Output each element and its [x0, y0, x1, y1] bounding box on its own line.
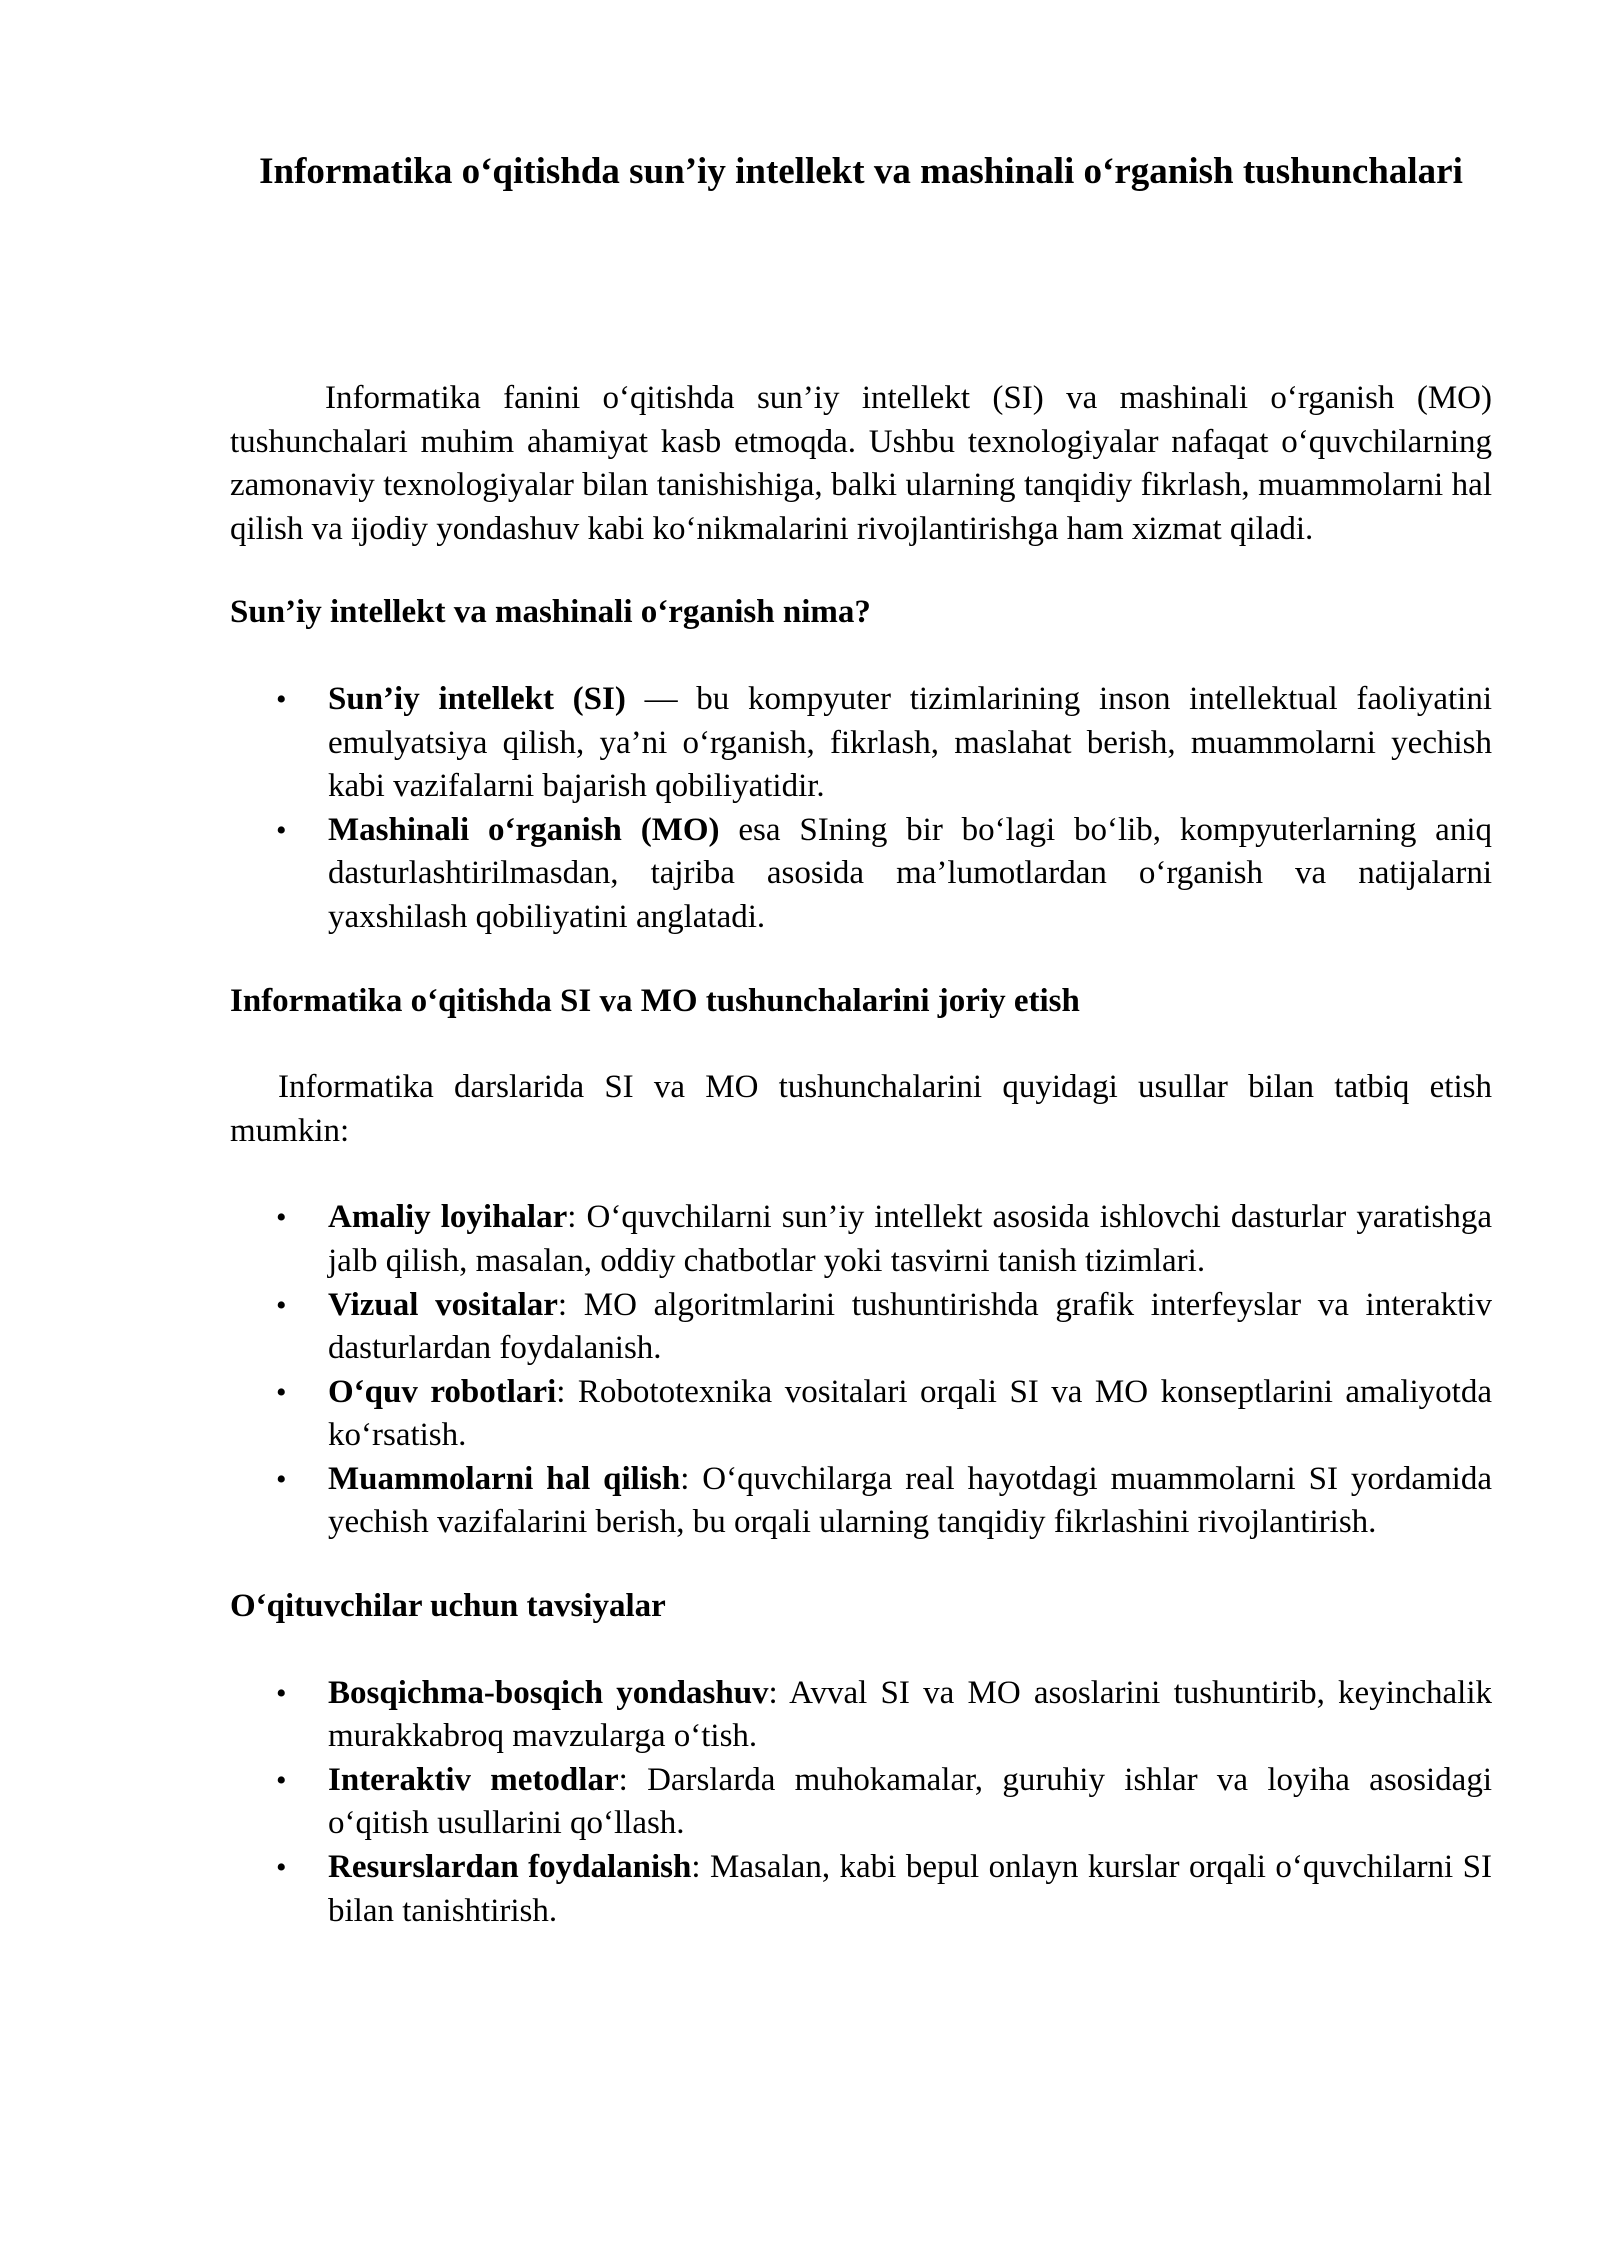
section-intro-paragraph: Informatika darslarida SI va MO tushunchalarini quyidagi usullar bilan tatbiq etish mumkin: [230, 1069, 1492, 1149]
list-item-text: esa SIning bir bo‘lagi bo‘lib, kompyuterlarning aniq dasturlashtirilmasdan, tajriba asosida ma’lumotlardan o‘rganish va natijalarni yaxshilash qobiliyatini anglatadi. [328, 811, 1492, 935]
list-item-text: : MO algoritmlarini tushuntirishda grafik interfeyslar va interaktiv dasturlardan foydalanish. [328, 1286, 1492, 1367]
list-item-term: Vizual vositalar [328, 1286, 558, 1323]
list-item-term: Muammolarni hal qilish [328, 1460, 681, 1497]
list-item-text: : Darslarda muhokamalar, guruhiy ishlar va loyiha asosidagi o‘qitish usullarini qo‘llash. [328, 1761, 1492, 1842]
document-title: Informatika o‘qitishda sun’iy intellekt va mashinali o‘rganish tushunchalari [259, 151, 1463, 192]
document-body [230, 377, 1492, 1933]
list-item-term: Interaktiv metodlar [328, 1761, 619, 1798]
list-item [230, 1196, 1492, 1283]
list-item-term: Sun’iy intellekt (SI) [328, 680, 626, 717]
definitions-list [230, 678, 1492, 940]
bullet-icon: • [276, 1201, 287, 1235]
list-item-term: Mashinali o‘rganish (MO) [328, 811, 720, 848]
methods-list [230, 1196, 1492, 1545]
list-item-term: O‘quv robotlari [328, 1373, 557, 1410]
list-item-text: : O‘quvchilarni sun’iy intellekt asosida ishlovchi dasturlar yaratishga jalb qilish, masalan, oddiy chatbotlar yoki tasvirni tanish tizimlari. [328, 1199, 1492, 1279]
list-item-text: : Masalan, kabi bepul onlayn kurslar orqali o‘quvchilarni SI bilan tanishtirish. [328, 1849, 1493, 1929]
bullet-icon: • [276, 1851, 287, 1885]
list-item-text: : Robototexnika vositalari orqali SI va MO konseptlarini amaliyotda ko‘rsatish. [328, 1373, 1492, 1454]
bullet-icon: • [276, 1288, 287, 1322]
intro-paragraph: Informatika fanini o‘qitishda sun’iy intellekt (SI) va mashinali o‘rganish (MO) tushunchalari muhim ahamiyat kasb etmoqda. Ushbu texnologiyalar nafaqat o‘quvchilarning zamonaviy texnologiyalar bilan tanishishiga, balki ularning tanqidiy fikrlash, muammolarni hal qilish va ijodiy yondashuv kabi ko‘nikmalarini rivojlantirishga ham xizmat qiladi. [230, 380, 1492, 547]
list-item [230, 678, 1492, 809]
list-item-term: Resurslardan foydalanish [328, 1849, 692, 1886]
section-heading-recommendations: O‘qituvchilar uchun tavsiyalar [230, 1588, 666, 1625]
section-heading-what-is: Sun’iy intellekt va mashinali o‘rganish nima? [230, 594, 871, 631]
list-item [230, 1284, 1492, 1371]
bullet-icon: • [276, 1763, 287, 1797]
recommendations-list [230, 1672, 1492, 1934]
list-item-text: — bu kompyuter tizimlarining inson intellektual faoliyatini emulyatsiya qilish, ya’ni o‘rganish, fikrlash, maslahat berish, muammolarni yechish kabi vazifalarni bajarish qobiliyatidir. [328, 680, 1492, 805]
list-item [230, 1759, 1492, 1846]
list-item-text: : Avval SI va MO asoslarini tushuntirib, keyinchalik murakkabroq mavzularga o‘tish. [328, 1674, 1492, 1755]
bullet-icon: • [276, 1676, 287, 1710]
bullet-icon: • [276, 813, 287, 847]
bullet-icon: • [276, 682, 287, 716]
bullet-icon: • [276, 1462, 287, 1496]
list-item-text: : O‘quvchilarga real hayotdagi muammolarni SI yordamida yechish vazifalarini berish, bu orqali ularning tanqidiy fikrlashini rivojlantirish. [328, 1460, 1492, 1541]
list-item [230, 1672, 1492, 1759]
list-item [230, 1846, 1492, 1933]
list-item [230, 1371, 1492, 1458]
list-item [230, 809, 1492, 940]
bullet-icon: • [276, 1375, 287, 1409]
list-item-term: Amaliy loyihalar [328, 1199, 568, 1236]
list-item-term: Bosqichma-bosqich yondashuv [328, 1674, 769, 1711]
section-heading-implementation: Informatika o‘qitishda SI va MO tushunchalarini joriy etish [230, 982, 1080, 1019]
list-item [230, 1458, 1492, 1545]
